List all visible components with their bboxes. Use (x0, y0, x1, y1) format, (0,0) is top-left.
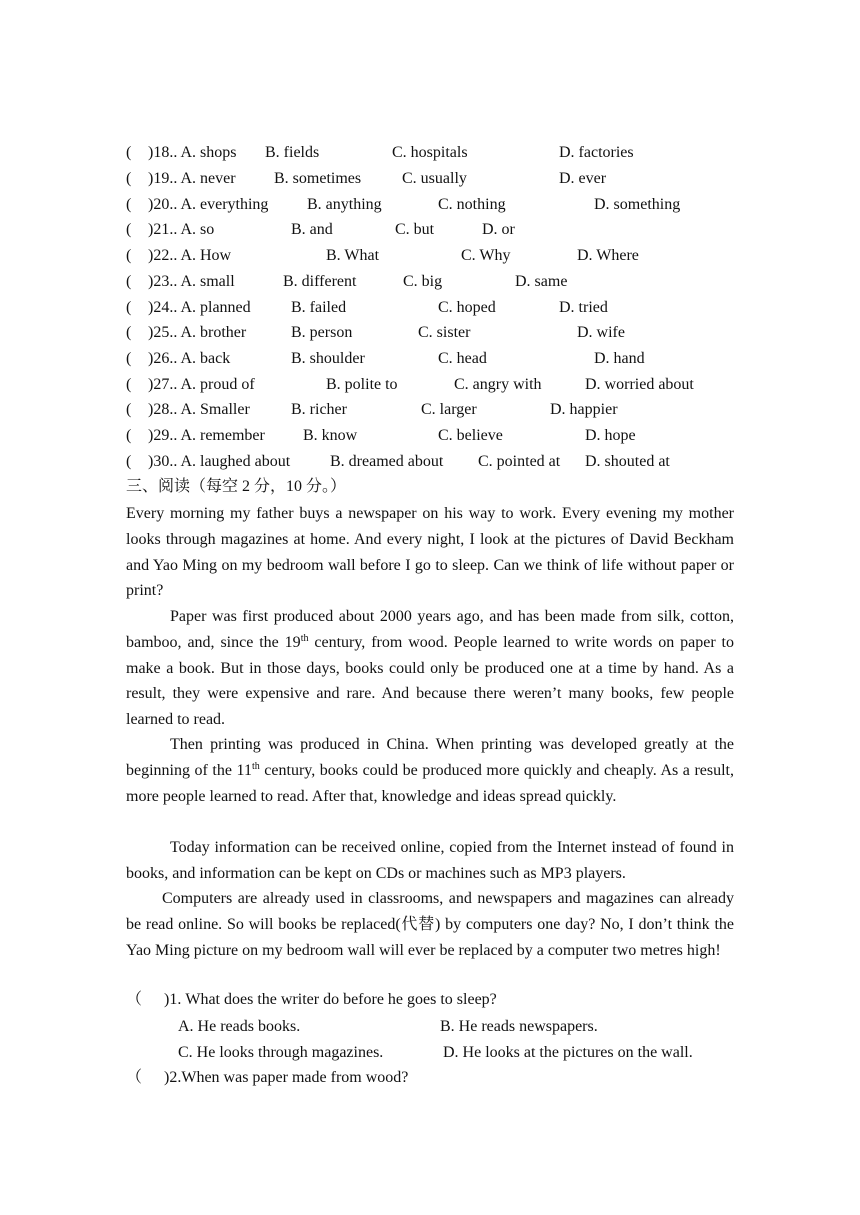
question-text: )2.When was paper made from wood? (164, 1069, 409, 1086)
answer-paren[interactable]: （ (126, 1069, 143, 1086)
option-c: C. angry with (454, 376, 542, 393)
option-c: C. believe (438, 427, 503, 444)
answer-paren[interactable]: ( (126, 324, 132, 341)
option-c: C. pointed at (478, 453, 561, 470)
option-c: C. head (438, 350, 487, 367)
option-d: D. or (482, 221, 515, 238)
option-b: B. and (291, 221, 333, 238)
answer-paren[interactable]: ( (126, 196, 132, 213)
option-a: )30.. A. laughed about (148, 453, 291, 470)
option-c: C. but (395, 221, 435, 238)
option-a: )26.. A. back (148, 350, 231, 367)
option-b: B. polite to (326, 376, 398, 393)
option-b: B. failed (291, 299, 347, 316)
answer-paren[interactable]: ( (126, 401, 132, 418)
answer-paren[interactable]: ( (126, 247, 132, 264)
option-c: C. larger (421, 401, 477, 418)
option-b: B. richer (291, 401, 347, 418)
answer-paren[interactable]: ( (126, 427, 132, 444)
option-c: C. Why (461, 247, 511, 264)
option-c: C. hoped (438, 299, 496, 316)
p2-text-b: century, from wood. People learned to write words on paper to make a book. But in those days, books could only be produced one at a time by hand. As a result, they were expensive and rare. And because there weren’t many books, few people learned to read. (126, 633, 735, 729)
option-a: )18.. A. shops (148, 144, 237, 161)
option-a: )22.. A. How (148, 247, 232, 264)
answer-paren[interactable]: ( (126, 170, 132, 187)
answer-paren[interactable]: ( (126, 299, 132, 316)
passage-paragraph-2 (126, 604, 734, 733)
answer-paren[interactable]: ( (126, 453, 132, 470)
option-d: D. same (515, 273, 568, 290)
option-b: B. anything (307, 196, 382, 213)
option-b: B. different (283, 273, 357, 290)
answer-paren[interactable]: （ (126, 991, 143, 1008)
option-a: )29.. A. remember (148, 427, 265, 444)
option-a: )20.. A. everything (148, 196, 269, 213)
q1-option-d: D. He looks at the pictures on the wall. (443, 1044, 693, 1061)
option-b: B. know (303, 427, 358, 444)
reading-question-2 (126, 1067, 408, 1089)
option-c: C. big (403, 273, 443, 290)
passage-paragraph-3 (126, 732, 734, 809)
option-d: D. factories (559, 144, 634, 161)
question-text: )1. What does the writer do before he goes to sleep? (164, 991, 497, 1008)
option-c: C. nothing (438, 196, 506, 213)
option-b: B. What (326, 247, 380, 264)
option-d: D. something (594, 196, 681, 213)
option-a: )28.. A. Smaller (148, 401, 250, 418)
option-a: )23.. A. small (148, 273, 235, 290)
option-a: )25.. A. brother (148, 324, 247, 341)
option-b: B. dreamed about (330, 453, 444, 470)
option-a: )21.. A. so (148, 221, 215, 238)
answer-paren[interactable]: ( (126, 221, 132, 238)
option-d: D. ever (559, 170, 607, 187)
p2-text-a: Paper was first produced about 2000 years ago, and has been made from silk, cotton, bamboo, and, since the 19 (126, 608, 734, 651)
option-a: )19.. A. never (148, 170, 236, 187)
p3-text-b: century, books could be produced more quickly and cheaply. As a result, more people learned to read. After that, knowledge and ideas spread quickly. (126, 761, 734, 805)
p3-text-a: Then printing was produced in China. When printing was developed greatly at the beginning of the 11 (126, 736, 734, 779)
option-c: C. sister (418, 324, 471, 341)
option-a: )27.. A. proud of (148, 376, 255, 393)
passage-paragraph-5: Computers are already used in classrooms, and newspapers and magazines can already be read online. So will books be replaced(代替) by computers one day? No, I don’t think the Yao Ming picture on my bedroom wall will ever be replaced by a computer two metres high! (126, 890, 734, 959)
option-b: B. fields (265, 144, 320, 161)
option-d: D. tried (559, 299, 608, 316)
answer-paren[interactable]: ( (126, 144, 132, 161)
option-b: B. person (291, 324, 353, 341)
q1-option-c: C. He looks through magazines. (178, 1044, 384, 1061)
option-d: D. shouted at (585, 453, 670, 470)
option-b: B. sometimes (274, 170, 362, 187)
section-title: 三、阅读（每空 2 分，10 分。） (126, 478, 347, 495)
passage-paragraph-4: Today information can be received online, copied from the Internet instead of found in books, and information can be kept on CDs or machines such as MP3 players. (126, 839, 734, 882)
option-d: D. hand (594, 350, 645, 367)
reading-question-1 (126, 989, 497, 1011)
option-d: D. wife (577, 324, 625, 341)
option-d: D. happier (550, 401, 618, 418)
option-a: )24.. A. planned (148, 299, 251, 316)
answer-paren[interactable]: ( (126, 350, 132, 367)
option-c: C. usually (402, 170, 467, 187)
q1-option-a: A. He reads books. (178, 1018, 301, 1035)
answer-paren[interactable]: ( (126, 273, 132, 290)
p2-superscript: th (300, 632, 309, 644)
answer-paren[interactable]: ( (126, 376, 132, 393)
option-d: D. Where (577, 247, 639, 264)
option-b: B. shoulder (291, 350, 365, 367)
q1-option-b: B. He reads newspapers. (440, 1018, 598, 1035)
option-d: D. hope (585, 427, 636, 444)
option-d: D. worried about (585, 376, 694, 393)
p3-superscript: th (251, 760, 260, 772)
passage-paragraph-1: Every morning my father buys a newspaper on his way to work. Every evening my mother looks through magazines at home. And every night, I look at the pictures of David Beckham and Yao Ming on my bedroom wall before I go to sleep. Can we think of life without paper or print? (126, 505, 734, 600)
option-c: C. hospitals (392, 144, 468, 161)
